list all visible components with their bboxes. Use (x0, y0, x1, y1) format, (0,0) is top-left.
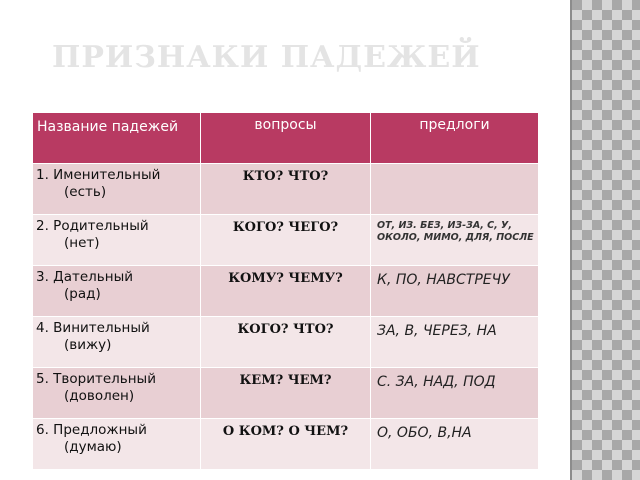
case-name-cell (33, 368, 201, 419)
case-name: 6. Предложный (36, 422, 147, 438)
case-name: 5. Творительный (36, 371, 156, 387)
table-row-genitive (33, 215, 539, 266)
slide-title: ПРИЗНАКИ ПАДЕЖЕЙ (52, 40, 481, 75)
table-row-accusative (33, 317, 539, 368)
case-name-cell (33, 215, 201, 266)
case-hint: (думаю) (64, 439, 122, 455)
case-name-cell (33, 419, 201, 470)
case-hint: (нет) (64, 235, 100, 251)
decorative-pattern-strip (570, 0, 640, 480)
case-questions: КТО? ЧТО? (201, 164, 371, 215)
case-name: 1. Именительный (36, 167, 161, 183)
case-name-cell (33, 164, 201, 215)
table-row-prepositional (33, 419, 539, 470)
case-hint: (вижу) (64, 337, 112, 353)
case-name: 2. Родительный (36, 218, 149, 234)
case-name-cell (33, 266, 201, 317)
table-header-row (33, 113, 539, 164)
case-prepositions: ЗА, В, ЧЕРЕЗ, НА (371, 317, 539, 368)
case-questions: КОГО? ЧТО? (201, 317, 371, 368)
case-prepositions: ОТ, ИЗ. БЕЗ, ИЗ-ЗА, С, У, ОКОЛО, МИМО, ДЛЯ, ПОСЛЕ (371, 215, 539, 266)
case-prepositions: О, ОБО, В,НА (371, 419, 539, 470)
case-hint: (есть) (64, 184, 107, 200)
case-name: 4. Винительный (36, 320, 150, 336)
table-row-dative (33, 266, 539, 317)
case-hint: (рад) (64, 286, 101, 302)
case-hint: (доволен) (64, 388, 135, 404)
case-questions: О КОМ? О ЧЕМ? (201, 419, 371, 470)
case-questions: КОМУ? ЧЕМУ? (201, 266, 371, 317)
header-prepositions: предлоги (371, 113, 539, 164)
case-prepositions (371, 164, 539, 215)
case-name: 3. Дательный (36, 269, 134, 285)
header-questions: вопросы (201, 113, 371, 164)
case-prepositions: С. ЗА, НАД, ПОД (371, 368, 539, 419)
case-name-cell (33, 317, 201, 368)
case-questions: КЕМ? ЧЕМ? (201, 368, 371, 419)
case-questions: КОГО? ЧЕГО? (201, 215, 371, 266)
cases-table (32, 112, 539, 470)
table-row-instrumental (33, 368, 539, 419)
case-prepositions: К, ПО, НАВСТРЕЧУ (371, 266, 539, 317)
table-row-nominative (33, 164, 539, 215)
header-case-name: Название падежей (33, 113, 201, 164)
